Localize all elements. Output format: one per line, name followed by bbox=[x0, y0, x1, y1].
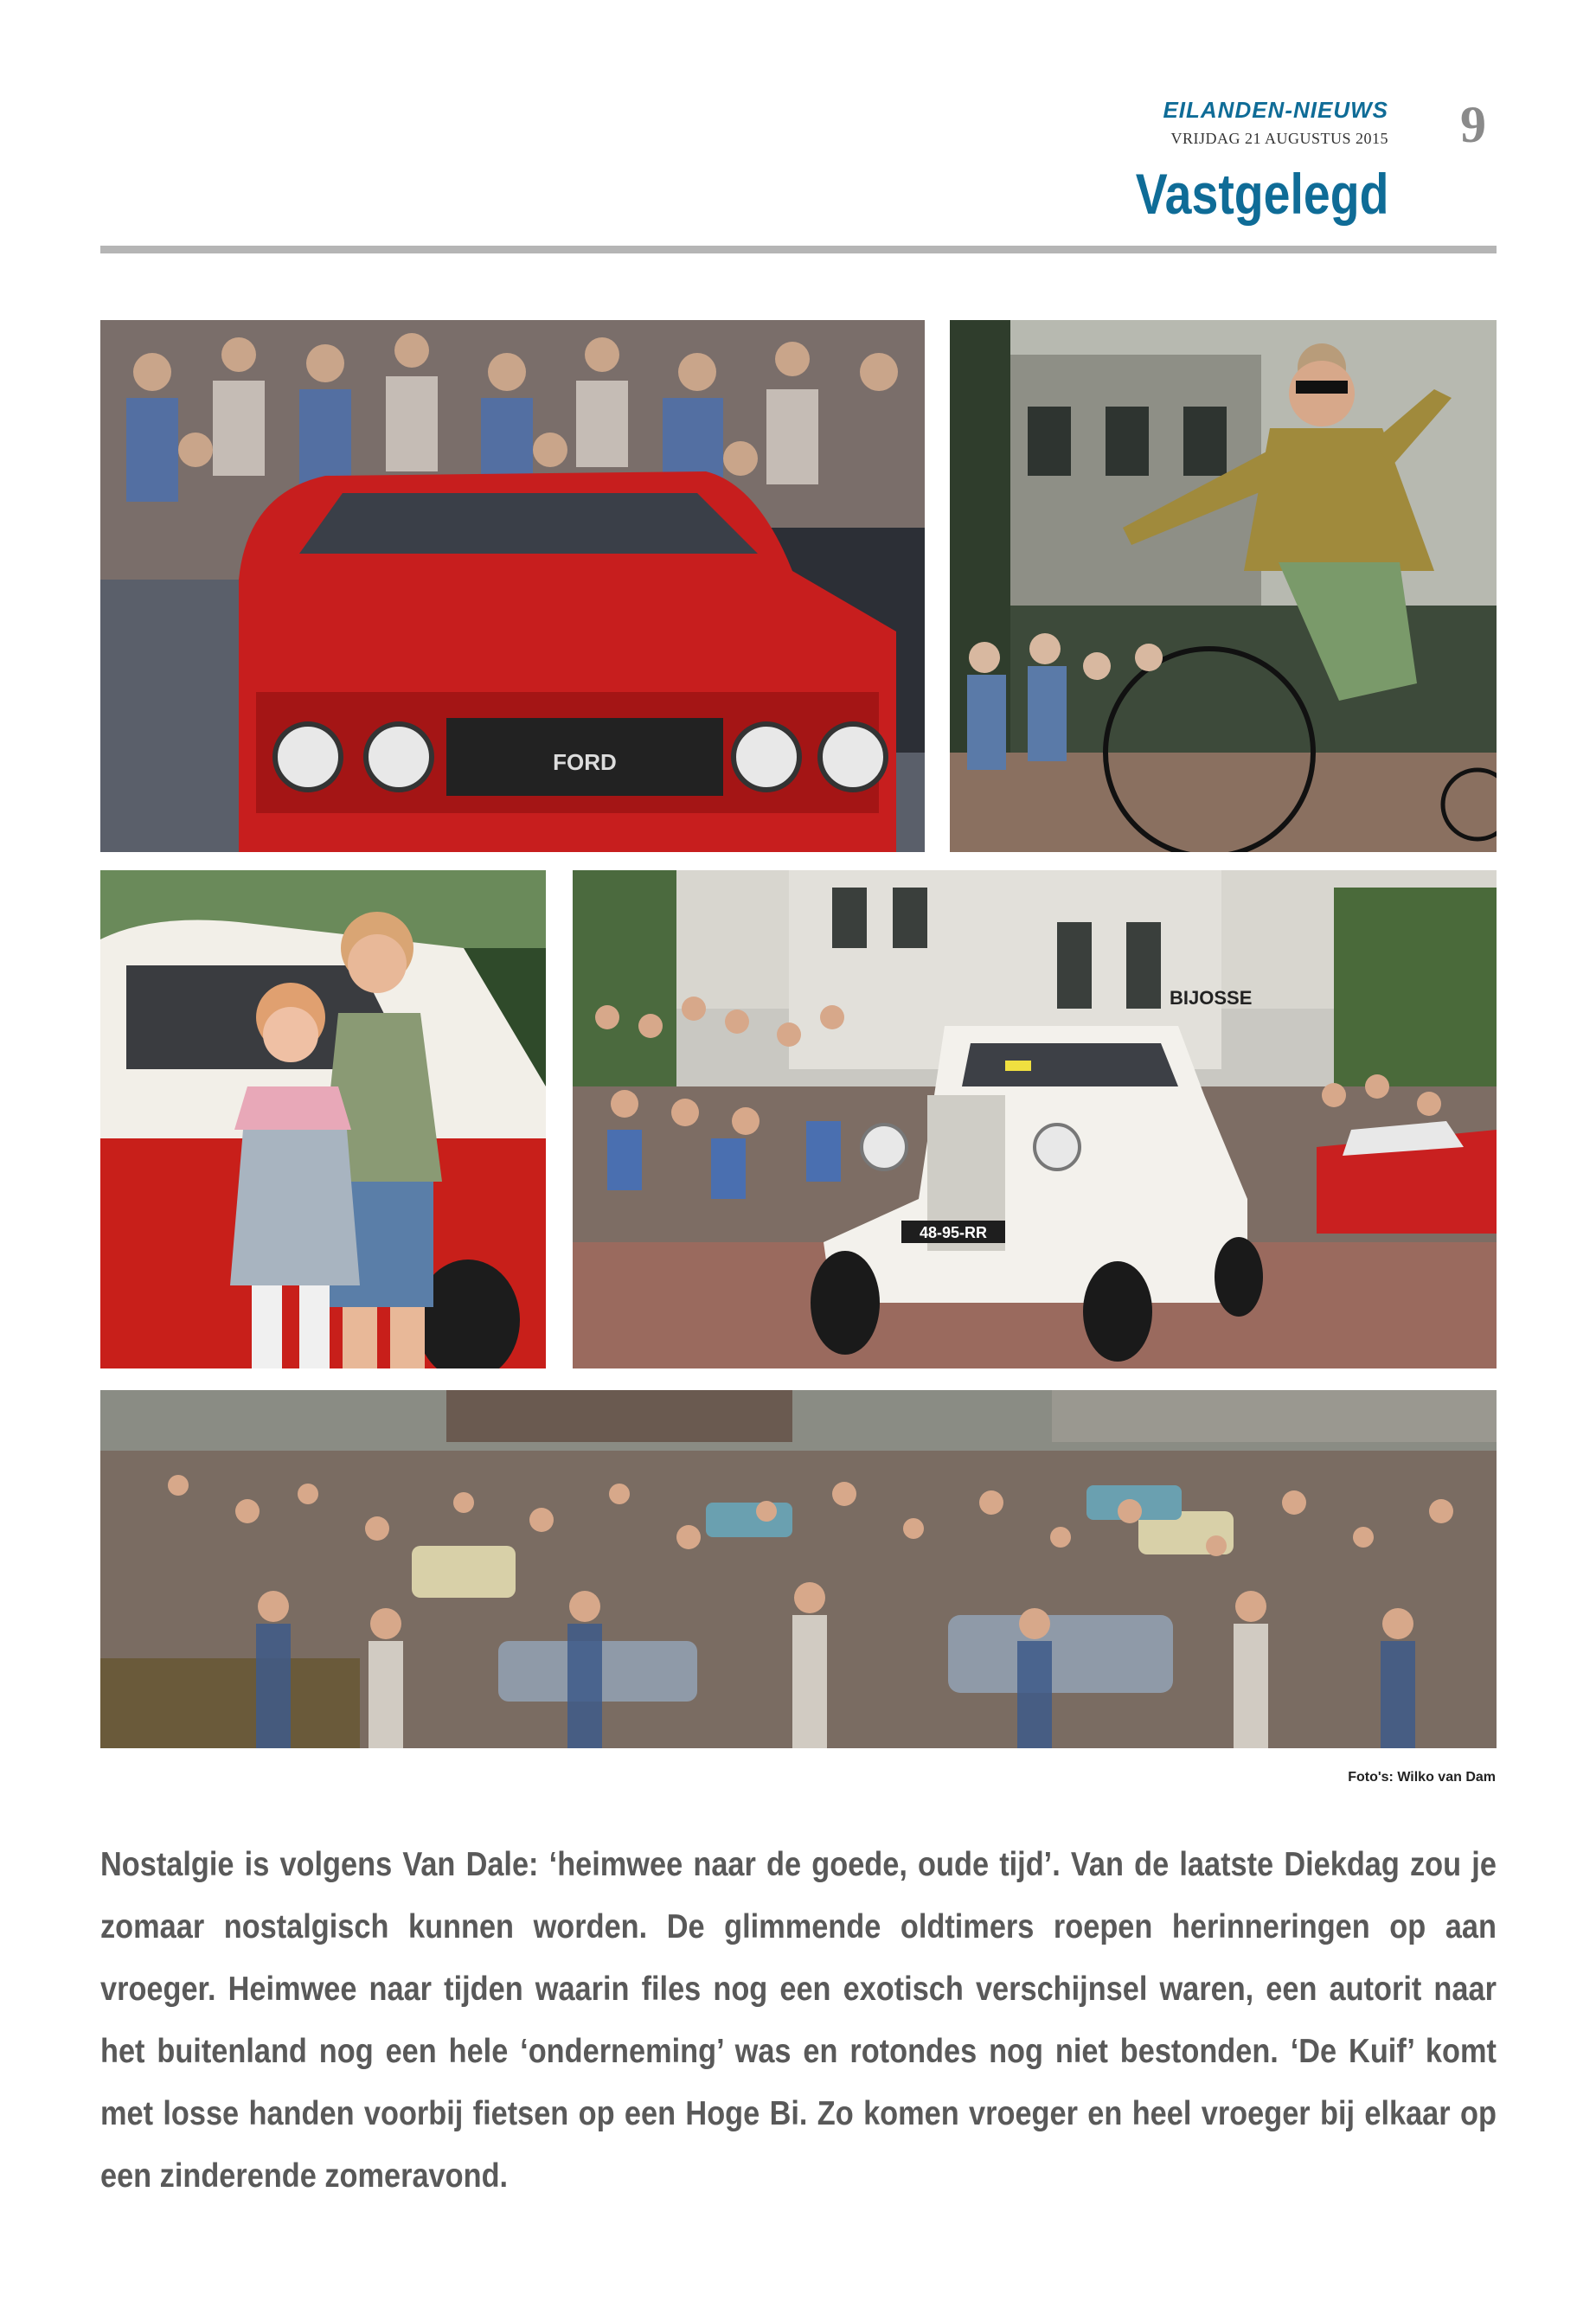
photo-crowd bbox=[100, 1390, 1497, 1748]
page-number: 9 bbox=[1460, 96, 1486, 153]
masthead: EILANDEN-NIEUWS bbox=[1163, 97, 1388, 123]
article-body: Nostalgie is volgens Van Dale: ‘heimwee naar de goede, oude tijd’. Van de laatste Diekdag zou je zomaar nostalgisch kunnen worden. De glimmende oldtimers roepen herinneringen op aan vroeger. Heimwee naar tijden waarin files nog een exotisch verschijnsel waren, een autorit naar het buitenland nog een hele ‘onderneming’ was en rotondes nog niet bestonden. ‘De Kuif’ komt met losse handen voorbij fietsen op een Hoge Bi. Zo komen vroeger en heel vroeger bij elkaar op een zinderende zomeravond. bbox=[100, 1846, 1497, 2195]
photo-penny-farthing bbox=[950, 320, 1497, 852]
header-rule bbox=[100, 246, 1497, 253]
section-title: Vastgelegd bbox=[1135, 162, 1388, 226]
photo-children bbox=[100, 870, 546, 1368]
car-emblem: FORD bbox=[553, 749, 617, 775]
photo-red-ford bbox=[100, 320, 925, 852]
license-plate: 48-95-RR bbox=[919, 1224, 988, 1241]
storefront-sign: BIJOSSE bbox=[1170, 987, 1253, 1009]
photo-credit: Foto's: Wilko van Dam bbox=[1348, 1770, 1496, 1785]
photo-white-oldtimer bbox=[573, 870, 1497, 1368]
page-header bbox=[0, 0, 1596, 260]
issue-date: VRIJDAG 21 AUGUSTUS 2015 bbox=[1170, 130, 1388, 147]
